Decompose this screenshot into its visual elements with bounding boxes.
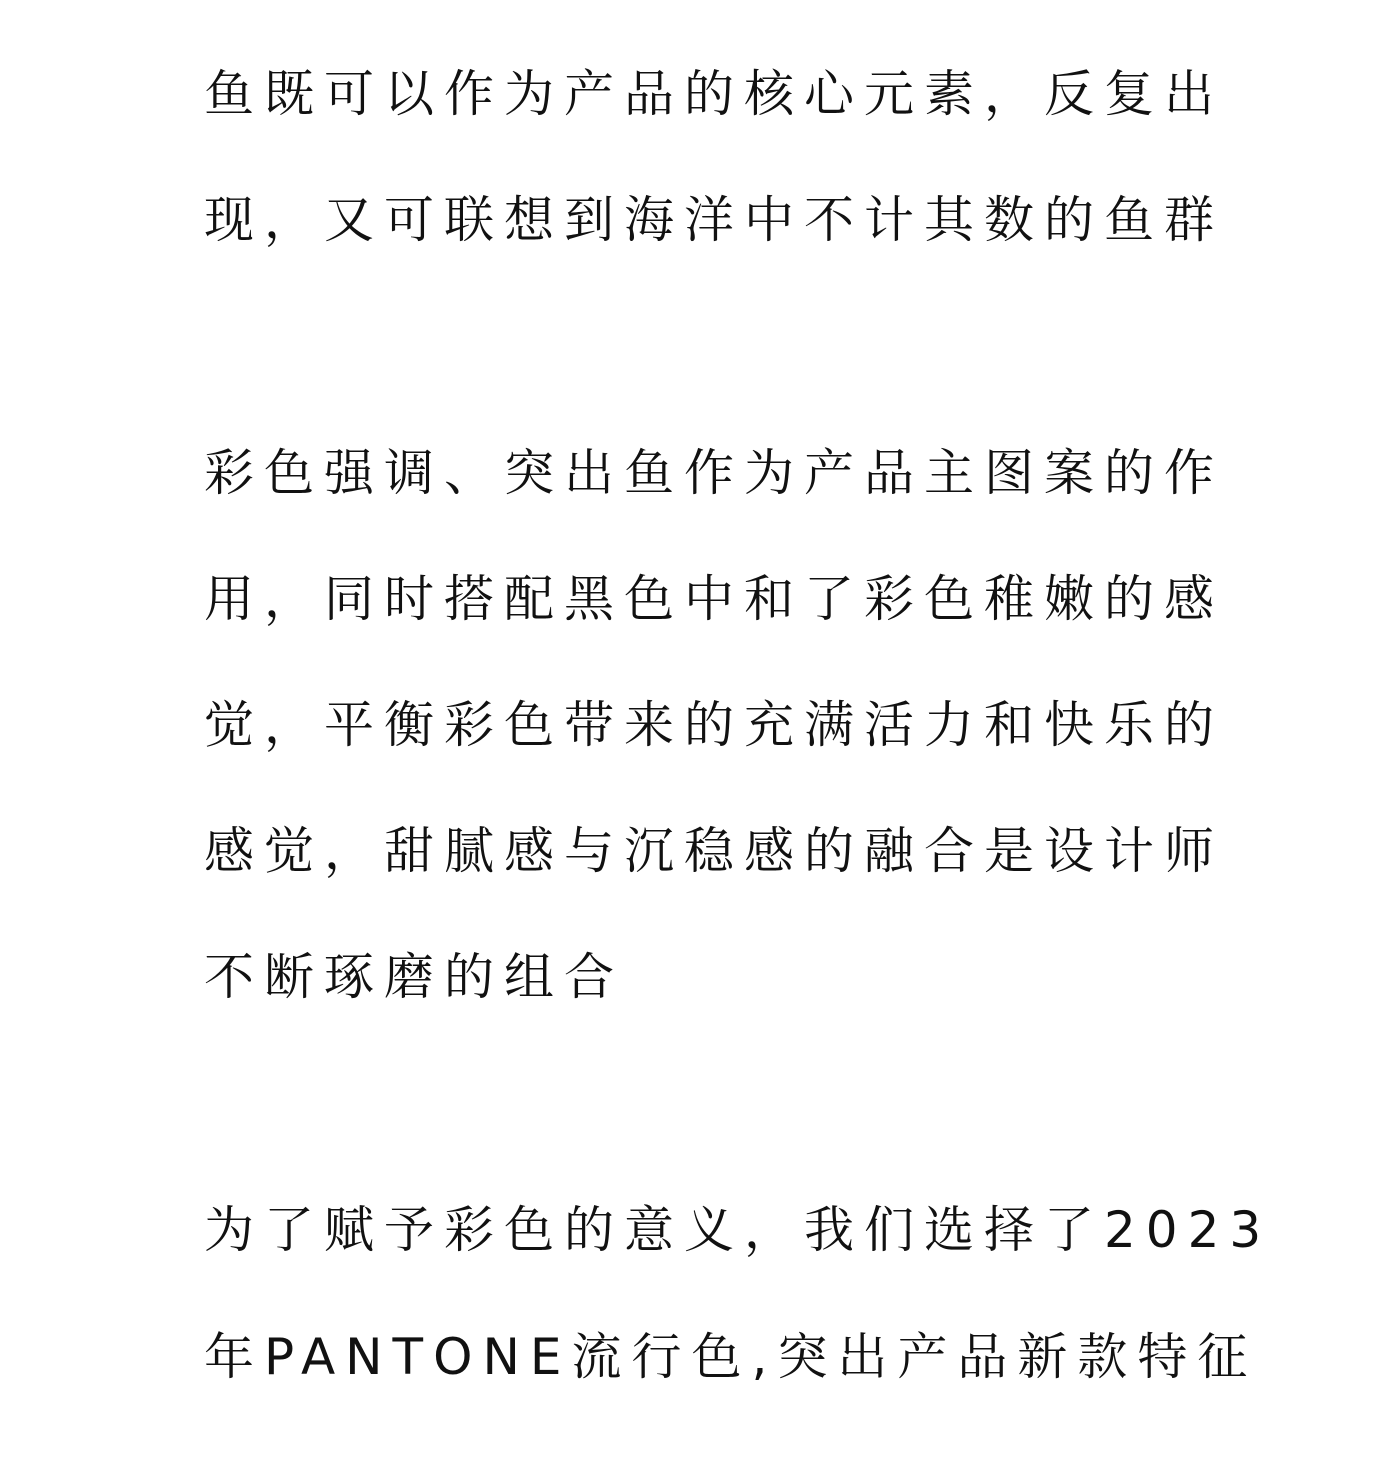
text-line: 鱼既可以作为产品的核心元素，反复出 [204, 65, 1224, 123]
text-line: 现，又可联想到海洋中不计其数的鱼群 [204, 191, 1224, 249]
text-line: 彩色强调、突出鱼作为产品主图案的作 [204, 444, 1224, 502]
text-line: 不断琢磨的组合 [204, 948, 624, 1006]
text-line: 用，同时搭配黑色中和了彩色稚嫩的感 [204, 570, 1224, 628]
text-line: 年PANTONE流行色,突出产品新款特征 [204, 1328, 1258, 1386]
text-line: 觉，平衡彩色带来的充满活力和快乐的 [204, 696, 1224, 754]
text-line: 为了赋予彩色的意义，我们选择了2023 [204, 1201, 1272, 1259]
text-line: 感觉，甜腻感与沉稳感的融合是设计师 [204, 822, 1224, 880]
